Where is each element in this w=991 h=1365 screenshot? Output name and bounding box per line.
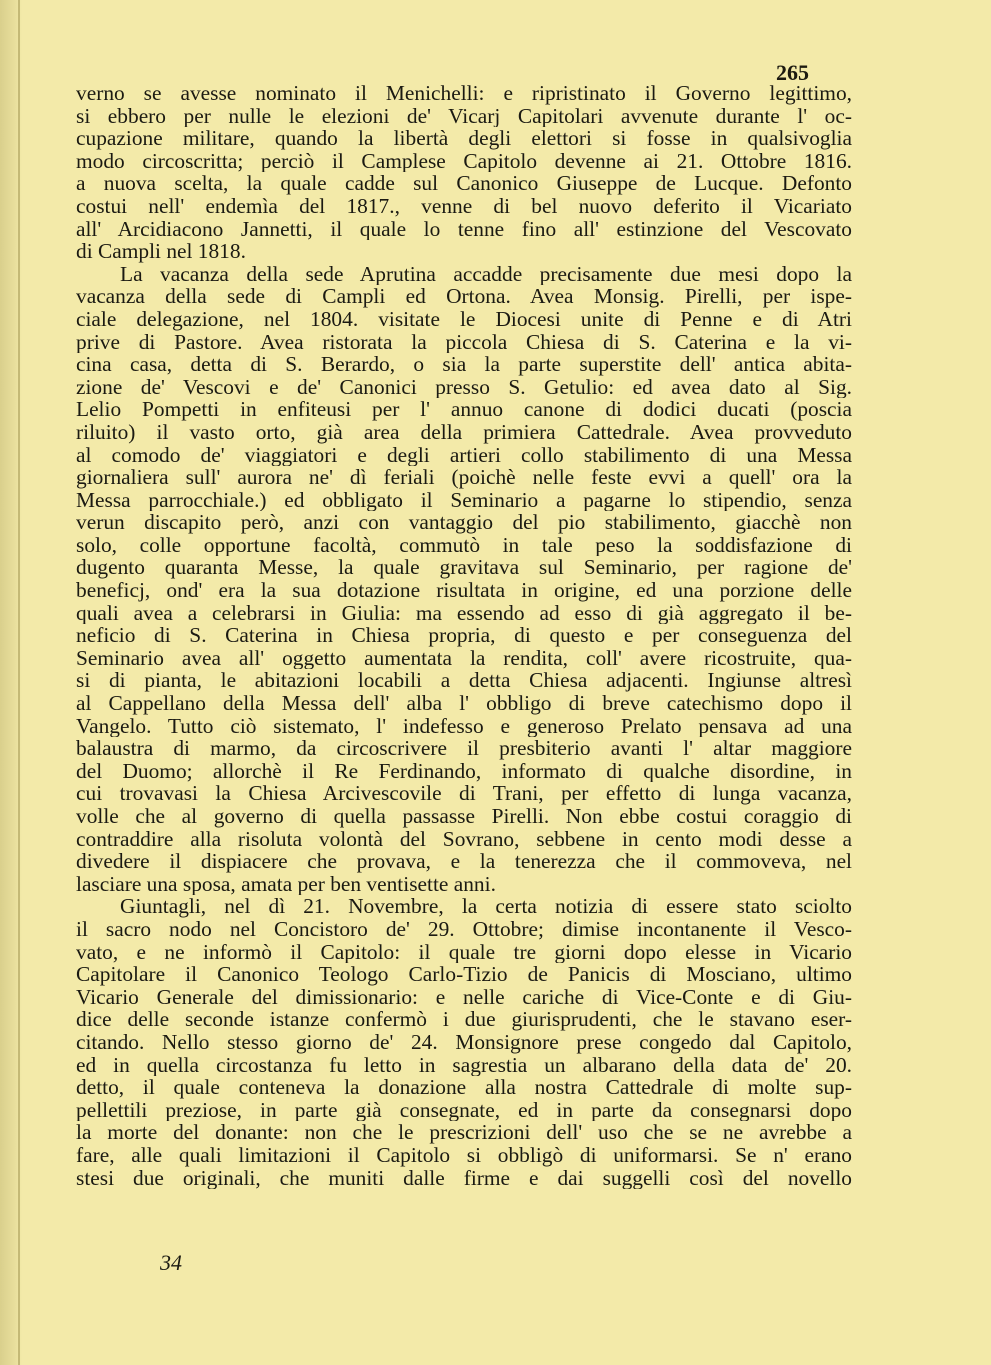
text-line: modo circoscritta; perciò il Camplese Capitolo devenne ai 21. Ottobre 1816. xyxy=(76,149,852,173)
text-line: vato, e ne informò il Capitolo: il quale tre giorni dopo elesse in Vicario xyxy=(76,940,852,964)
text-line: costui nell' endemìa del 1817., venne di bel nuovo deferito il Vicariato xyxy=(76,194,852,218)
text-line: divedere il dispiacere che provava, e la tenerezza che il commoveva, nel xyxy=(76,850,852,873)
text-line: a nuova scelta, la quale cadde sul Canonico Giuseppe de Lucque. Defonto xyxy=(76,172,852,195)
text-line: ciale delegazione, nel 1804. visitate le Diocesi unite di Penne e di Atri xyxy=(76,307,852,331)
text-line: la morte del donante: non che le prescrizioni dell' uso che se ne avrebbe a xyxy=(76,1121,852,1144)
text-line: Capitolare il Canonico Teologo Carlo-Tizio de Panicis di Mosciano, ultimo xyxy=(76,963,852,986)
text-line: verno se avesse nominato il Menichelli: e ripristinato il Governo legittimo, xyxy=(76,82,852,105)
text-line: di Campli nel 1818. xyxy=(76,240,246,263)
text-line: ed in quella circostanza fu letto in sagrestia un albarano della data de' 20. xyxy=(76,1053,852,1077)
text-line: cui trovavasi la Chiesa Arcivescovile di Trani, per effetto di lunga vacanza, xyxy=(76,782,852,805)
text-line: detto, il quale conteneva la donazione alla nostra Cattedrale di molte sup- xyxy=(76,1076,852,1099)
text-line: lasciare una sposa, amata per ben ventisette anni. xyxy=(76,872,496,896)
text-line: stesi due originali, che muniti dalle firme e dai suggelli così del novello xyxy=(76,1166,852,1190)
text-line: cina casa, detta di S. Berardo, o sia la parte superstite dell' antica abita- xyxy=(76,353,852,376)
text-line: cupazione militare, quando la libertà degli elettori si fosse in qualsivoglia xyxy=(76,127,852,150)
text-line: citando. Nello stesso giorno de' 24. Monsignore prese congedo dal Capitolo, xyxy=(76,1030,852,1054)
text-line: La vacanza della sede Aprutina accadde precisamente due mesi dopo la xyxy=(120,262,852,286)
text-line: Seminario avea all' oggetto aumentata la rendita, coll' avere ricostruite, qua- xyxy=(76,646,852,670)
body-text xyxy=(76,82,856,1189)
text-line: Vangelo. Tutto ciò sistemato, l' indefesso e generoso Prelato pensava ad una xyxy=(76,714,852,738)
text-line: neficio di S. Caterina in Chiesa propria, di questo e per conseguenza del xyxy=(76,624,852,647)
page-number: 265 xyxy=(776,60,809,85)
text-line: all' Arcidiacono Jannetti, il quale lo tenne fino all' estinzione del Vescovato xyxy=(76,217,852,241)
text-line: si di pianta, le abitazioni locabili a detta Chiesa adjacenti. Ingiunse altresì xyxy=(76,669,852,693)
binding-edge xyxy=(18,0,20,1365)
text-line: prive di Pastore. Avea ristorata la piccola Chiesa di S. Caterina e la vi- xyxy=(76,330,852,354)
text-line: dice delle seconde istanze confermò i due giurisprudenti, che le stavano eser- xyxy=(76,1008,852,1031)
signature-mark: 34 xyxy=(160,1250,182,1275)
text-line: beneficj, ond' era la sua dotazione risultata in origine, ed una porzione delle xyxy=(76,579,852,602)
text-line: contraddire alla risoluta volontà del Sovrano, sebbene in cento modi desse a xyxy=(76,827,852,851)
text-line: volle che al governo di quella passasse Pirelli. Non ebbe costui coraggio di xyxy=(76,805,852,828)
text-line: zione de' Vescovi e de' Canonici presso S. Getulio: ed avea dato al Sig. xyxy=(76,375,852,399)
text-line: Messa parrocchiale.) ed obbligato il Seminario a pagarne lo stipendio, senza xyxy=(76,488,852,512)
text-line: Vicario Generale del dimissionario: e nelle cariche di Vice-Conte e di Giu- xyxy=(76,985,852,1009)
text-line: Lelio Pompetti in enfiteusi per l' annuo canone di dodici ducati (poscia xyxy=(76,398,852,421)
text-line: balaustra di marmo, da circoscrivere il presbiterio avanti l' altar maggiore xyxy=(76,737,852,760)
text-line: fare, alle quali limitazioni il Capitolo si obbligò di uniformarsi. Se n' erano xyxy=(76,1143,852,1167)
text-line: del Duomo; allorchè il Re Ferdinando, informato di qualche disordine, in xyxy=(76,759,852,783)
text-line: solo, colle opportune facoltà, commutò in tale peso la soddisfazione di xyxy=(76,533,852,557)
text-line: dugento quaranta Messe, la quale gravitava sul Seminario, per ragione de' xyxy=(76,556,852,580)
text-line: si ebbero per nulle le elezioni de' Vicarj Capitolari avvenute durante l' oc- xyxy=(76,104,852,128)
text-line: giornaliera sull' aurora ne' dì feriali (poichè nelle feste evvi a quell' ora la xyxy=(76,466,852,489)
text-line: vacanza della sede di Campli ed Ortona. Avea Monsig. Pirelli, per ispe- xyxy=(76,285,852,308)
text-line: pellettili preziose, in parte già consegnate, ed in parte da consegnarsi dopo xyxy=(76,1098,852,1122)
text-line: quali avea a celebrarsi in Giulia: ma essendo ad esso di già aggregato il be- xyxy=(76,601,852,625)
text-line: Giuntagli, nel dì 21. Novembre, la certa notizia di essere stato sciolto xyxy=(120,895,852,918)
text-line: al comodo de' viaggiatori e degli artieri collo stabilimento di una Messa xyxy=(76,443,852,467)
text-line: riluito) il vasto orto, già area della primiera Cattedrale. Avea provveduto xyxy=(76,420,852,444)
text-line: al Cappellano della Messa dell' alba l' obbligo di breve catechismo dopo il xyxy=(76,692,852,715)
text-line: verun discapito però, anzi con vantaggio del pio stabilimento, giacchè non xyxy=(76,511,852,534)
text-line: il sacro nodo nel Concistoro de' 29. Ottobre; dimise incontanente il Vesco- xyxy=(76,917,852,941)
